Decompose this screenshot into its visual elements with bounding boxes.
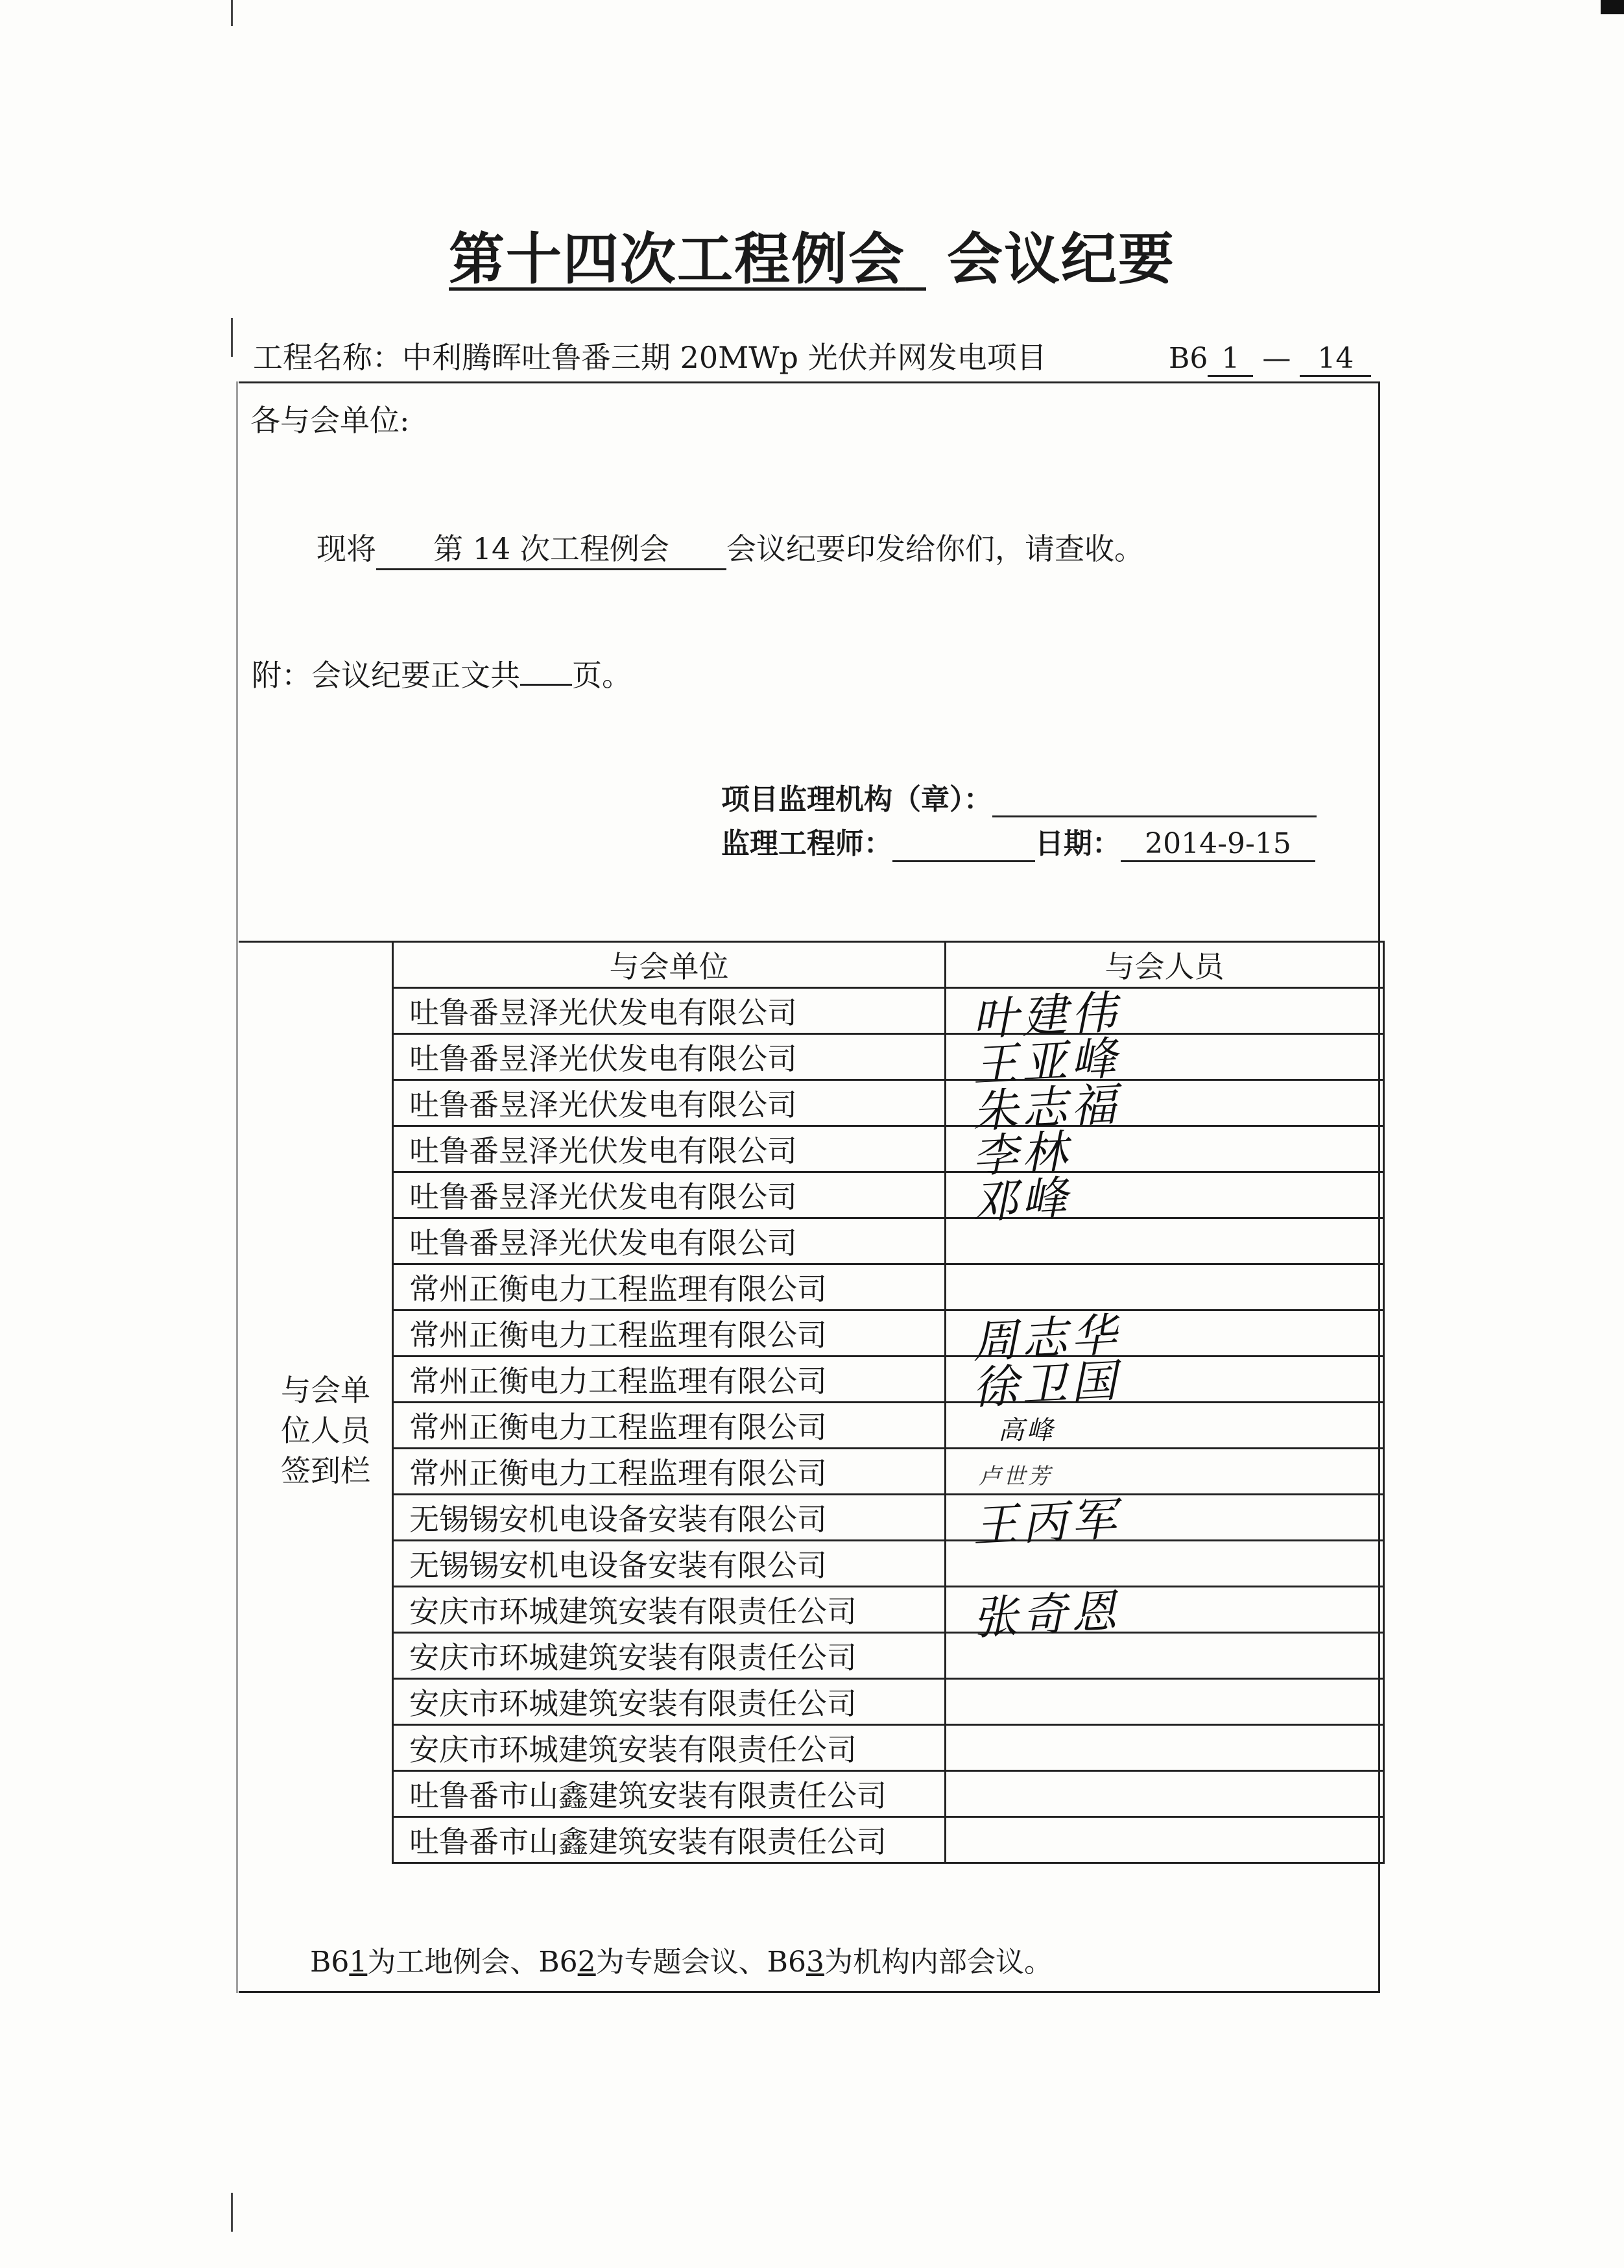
supervision-org-label: 项目监理机构（章）： [721,783,992,816]
notice-line [316,525,1144,570]
row-unit: 安庆市环城建筑安装有限责任公司 [393,1679,946,1725]
row-unit: 无锡锡安机电设备安装有限公司 [393,1495,946,1541]
code-type: 1 [1208,342,1253,377]
row-person [946,1679,1384,1725]
table-row [393,1633,1384,1679]
handwritten-signature: 卢世芳 [979,1464,1053,1490]
handwritten-signature: 王亚峰 [971,1031,1122,1092]
table-row [393,1080,1384,1126]
row-unit: 吐鲁番昱泽光伏发电有限公司 [393,1218,946,1264]
title-main: 第十四次工程例会 [449,227,906,292]
notice-meeting: 第 14 次工程例会 [376,525,726,570]
footnote-u2: 2 [577,1946,596,1979]
handwritten-signature: 邓峰 [971,1171,1073,1229]
scan-mark [231,0,233,26]
row-person [946,1633,1384,1679]
page-count-blank [520,684,572,686]
row-person [946,1817,1384,1863]
attachment-prefix: 附：会议纪要正文共 [252,658,520,693]
table-row [393,1725,1384,1771]
seal-blank [992,815,1317,817]
scan-mark [1601,0,1624,14]
row-unit: 常州正衡电力工程监理有限公司 [393,1264,946,1310]
project-line [253,334,1047,377]
handwritten-signature: 李林 [971,1125,1073,1183]
footnote-u1: 1 [349,1946,368,1979]
table-row [393,988,1384,1034]
row-unit: 吐鲁番昱泽光伏发电有限公司 [393,1080,946,1126]
row-unit: 吐鲁番昱泽光伏发电有限公司 [393,1172,946,1218]
project-name: 中利腾晖吐鲁番三期 20MWp 光伏并网发电项目 [402,340,1047,375]
table-row [393,1126,1384,1172]
row-unit: 吐鲁番昱泽光伏发电有限公司 [393,1126,946,1172]
table-row [393,1403,1384,1449]
row-person [946,1771,1384,1817]
notice-suffix: 会议纪要印发给你们，请查收。 [726,531,1144,566]
footnote-p1: B6 [310,1946,350,1979]
code-number: 14 [1300,342,1371,377]
attachment-suffix: 页。 [572,658,632,693]
table-row [393,1817,1384,1863]
row-unit: 常州正衡电力工程监理有限公司 [393,1310,946,1357]
row-unit: 常州正衡电力工程监理有限公司 [393,1403,946,1449]
table-row [393,1172,1384,1218]
footnote-u3: 3 [806,1946,824,1979]
table-row [393,1771,1384,1817]
recipients-label: 各与会单位: [250,403,410,438]
row-person [946,1492,1384,1553]
left-border [236,381,238,1993]
table-row [393,1679,1384,1725]
row-person [946,1171,1384,1229]
table-row [393,1310,1384,1357]
handwritten-signature: 朱志福 [971,1078,1122,1139]
date-value: 2014-9-15 [1121,827,1315,862]
attendance-table [392,941,1385,1864]
table-row [393,1218,1384,1264]
attachment-line [252,652,632,695]
title-sub: 会议纪要 [946,227,1175,292]
supervision-org [721,776,1317,817]
scan-mark [231,318,233,357]
handwritten-signature: 王丙军 [971,1492,1122,1553]
header-person: 与会人员 [946,942,1384,988]
row-person [946,1218,1384,1264]
code-prefix: B6 [1169,342,1208,375]
table-row [393,1264,1384,1310]
footnote [310,1938,1053,1980]
handwritten-signature: 叶建伟 [971,985,1122,1046]
footnote-p4: 为机构内部会议。 [824,1946,1053,1979]
row-unit: 常州正衡电力工程监理有限公司 [393,1357,946,1403]
row-unit: 安庆市环城建筑安装有限责任公司 [393,1587,946,1633]
table-row [393,1449,1384,1495]
footnote-p2: 为工地例会、B6 [367,1946,578,1979]
row-unit: 吐鲁番市山鑫建筑安装有限责任公司 [393,1771,946,1817]
table-row [393,1541,1384,1587]
row-unit: 吐鲁番市山鑫建筑安装有限责任公司 [393,1817,946,1863]
document-code [1169,342,1371,377]
date-label: 日期： [1035,827,1121,860]
row-person [946,1725,1384,1771]
handwritten-signature: 周志华 [971,1308,1122,1369]
table-row [393,1034,1384,1080]
row-person [946,1584,1384,1645]
side-label: 与会单位人员签到栏 [281,1373,370,1488]
row-unit: 安庆市环城建筑安装有限责任公司 [393,1633,946,1679]
project-label: 工程名称： [253,340,402,375]
row-person [946,1354,1384,1415]
row-person [946,1403,1384,1449]
engineer-blank [892,860,1035,862]
row-unit: 安庆市环城建筑安装有限责任公司 [393,1725,946,1771]
footnote-p3: 为专题会议、B6 [595,1946,806,1979]
row-unit: 吐鲁番昱泽光伏发电有限公司 [393,988,946,1034]
row-unit: 无锡锡安机电设备安装有限公司 [393,1541,946,1587]
table-row [393,1357,1384,1403]
document-title [0,214,1624,295]
table-header-row [393,942,1384,988]
table-row [393,1587,1384,1633]
engineer-label: 监理工程师： [721,827,892,860]
row-unit: 常州正衡电力工程监理有限公司 [393,1449,946,1495]
handwritten-signature: 张奇恩 [971,1584,1122,1645]
scan-mark [231,2193,233,2232]
notice-prefix: 现将 [316,531,376,566]
header-unit: 与会单位 [393,942,946,988]
code-dash: — [1262,342,1291,375]
row-unit: 吐鲁番昱泽光伏发电有限公司 [393,1034,946,1080]
table-row [393,1495,1384,1541]
handwritten-signature: 高峰 [998,1416,1055,1445]
supervision-engineer [721,820,1315,862]
handwritten-signature: 徐卫国 [971,1354,1122,1415]
